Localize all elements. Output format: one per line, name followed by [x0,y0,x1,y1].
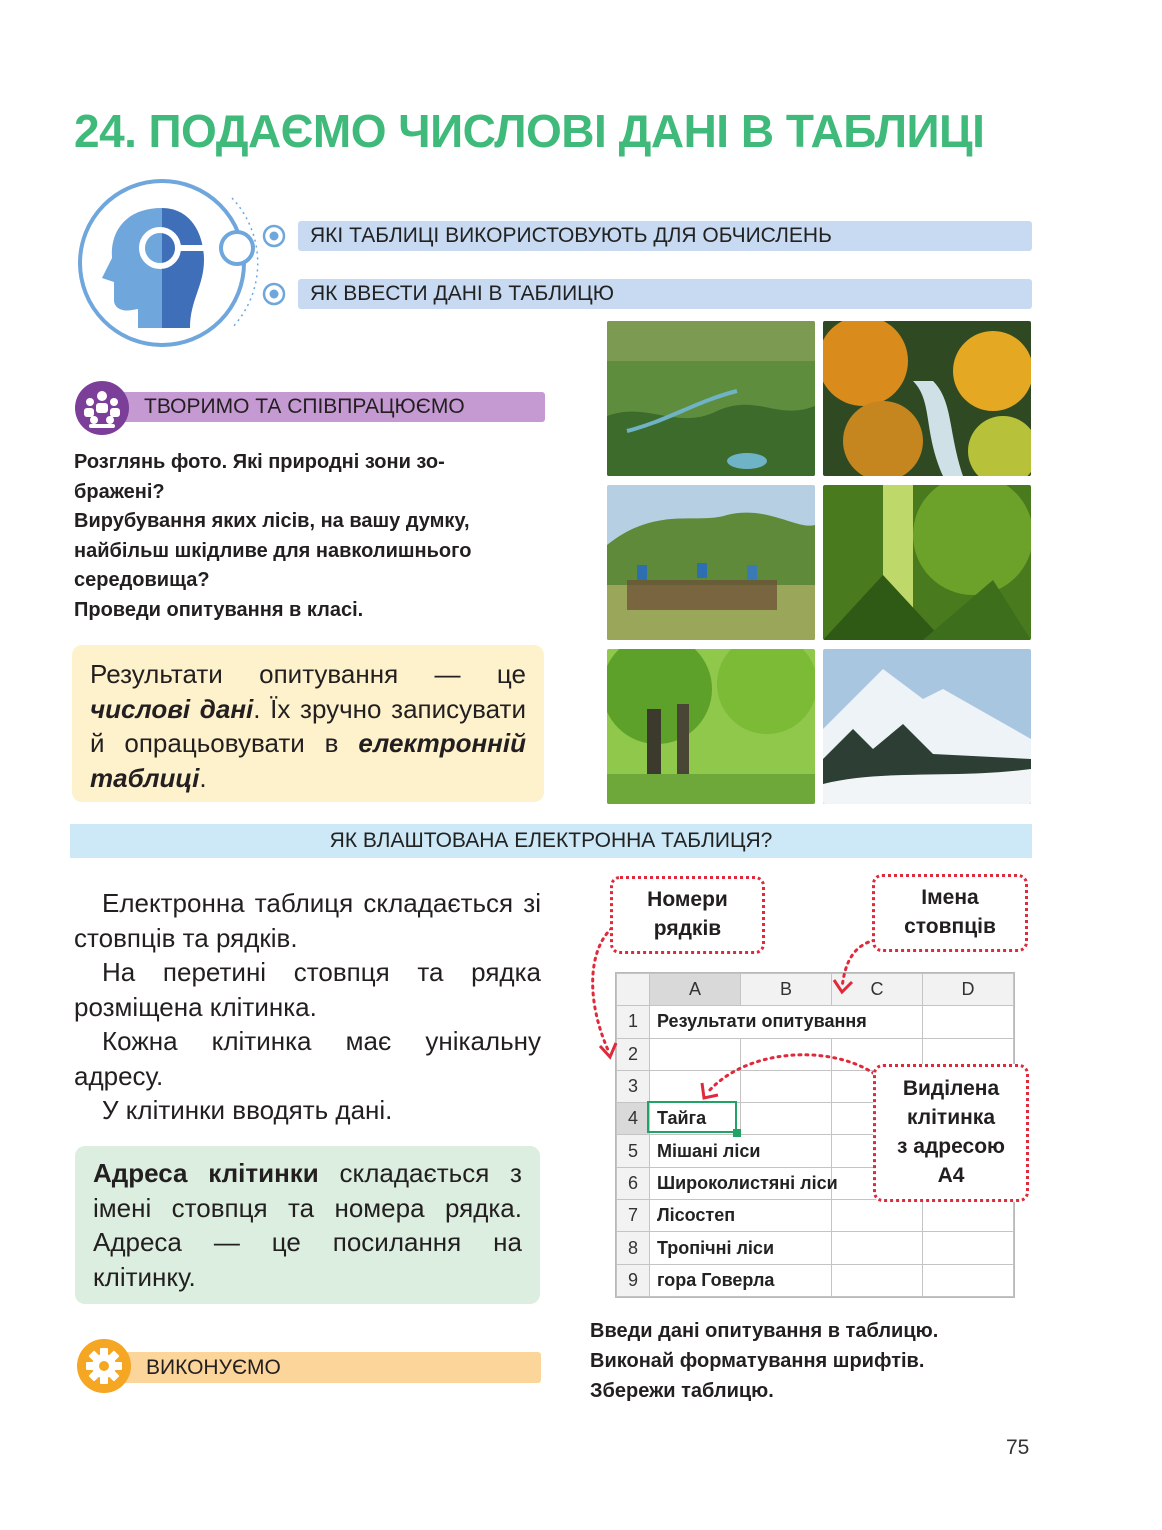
callout-selected-cell [873,1064,1029,1202]
lesson-title: ПОДАЄМО ЧИСЛОВІ ДАНІ В ТАБЛИЦІ [148,105,985,157]
task-item: Виконай форматування шрифтів. [590,1350,925,1372]
cell-address-note [75,1146,540,1304]
note-term: електронній таблиці [90,728,526,793]
question-2: ЯК ВВЕСТИ ДАНІ В ТАБЛИЦЮ [298,279,1032,309]
paragraph: Електронна таблиця складається зі стовпців та рядків. [74,888,541,953]
row-header: 1 [617,1006,650,1038]
column-header-a: A [650,974,741,1006]
column-header-d: D [923,974,1014,1006]
paragraph: На перетині стовпця та рядка розміщена клітинка. [74,957,541,1022]
people-group-icon [74,380,130,436]
callout-text: стовпців [904,915,996,938]
callout-arrow-selected [690,1050,890,1110]
cell-a8: Тропічні ліси [650,1232,741,1264]
row-header: 4 [617,1103,650,1135]
row-header: 2 [617,1038,650,1070]
photo-tropical-forest [823,485,1031,640]
collab-line: найбільш шкідливе для навколишнього [74,539,472,562]
column-header-c: C [832,974,923,1006]
callout-column-names [872,874,1028,952]
do-heading: ВИКОНУЄМО [106,1352,541,1383]
table-row [617,1200,1014,1232]
task-item: Введи дані опитування в таблицю. [590,1320,939,1342]
column-header-b: B [741,974,832,1006]
row-header: 6 [617,1167,650,1199]
body-text [74,886,541,1128]
task-list [590,1316,1020,1406]
row-header: 9 [617,1264,650,1296]
callout-text: клітинка [906,1106,995,1129]
row-header: 5 [617,1135,650,1167]
note-text: складається з імені стовпця та номера рядка. Адреса — це посилання на клітинку. [93,1158,522,1292]
cell-a9: гора Говерла [650,1264,741,1296]
page-title [74,104,984,158]
cell-a1: Результати опитування [650,1006,741,1038]
table-row [617,1264,1014,1296]
note-text: Результати опитування — це [90,659,526,689]
callout-text: Номери [647,888,728,911]
section-heading: ЯК ВЛАШТОВАНА ЕЛЕКТРОННА ТАБЛИЦЯ? [70,824,1032,858]
numeric-data-note [72,645,544,802]
row-header: 7 [617,1200,650,1232]
callout-text: А4 [937,1164,965,1187]
collab-line: бражені? [74,480,165,503]
collab-instructions [74,448,544,625]
table-row [617,1232,1014,1264]
row-header: 3 [617,1070,650,1102]
collab-line: Розглянь фото. Які природні зони зо- [74,451,445,473]
callout-row-numbers [610,876,765,954]
cell-a7: Лісостеп [650,1200,741,1232]
paragraph: Кожна клітинка має унікальну адресу. [74,1026,541,1091]
head-icon [72,178,292,353]
collab-line: Проведи опитування в класі. [74,598,364,621]
question-bullet-icon [262,224,286,248]
collab-heading: ТВОРИМО ТА СПІВПРАЦЮЄМО [106,392,545,422]
photo-steppe-riders [607,485,815,640]
note-text: . [199,762,207,793]
callout-text: з адресою [897,1135,1005,1158]
page-number: 75 [1006,1436,1030,1459]
photo-tundra-forest [607,321,815,476]
collab-line: середовища? [74,569,210,591]
gear-icon [76,1338,132,1394]
question-bullet-icon [262,282,286,306]
question-1: ЯКІ ТАБЛИЦІ ВИКОРИСТОВУЮТЬ ДЛЯ ОБЧИСЛЕНЬ [298,221,1032,251]
fill-handle [733,1129,741,1137]
photo-deciduous-forest [607,649,815,804]
callout-text: Виділена [902,1077,1000,1100]
note-text: . Їх зручно записувати й опрацьовувати в [90,693,526,758]
note-term: числові дані [90,693,254,724]
task-item: Збережи таблицю. [590,1380,774,1402]
photo-snowy-mountain [823,649,1031,804]
callout-text: рядків [653,917,722,940]
lesson-number: 24. [74,105,137,157]
collab-line: Вирубування яких лісів, на вашу думку, [74,510,470,532]
row-header: 8 [617,1232,650,1264]
photo-autumn-forest [823,321,1031,476]
cell-a5: Мішані ліси [650,1135,741,1167]
paragraph: У клітинки вводять дані. [102,1095,393,1125]
cell-a4: Тайга [650,1103,741,1135]
note-term: Адреса клітинки [93,1158,319,1188]
callout-text: Імена [921,886,979,909]
cell-a6: Широколистяні ліси [650,1167,741,1199]
